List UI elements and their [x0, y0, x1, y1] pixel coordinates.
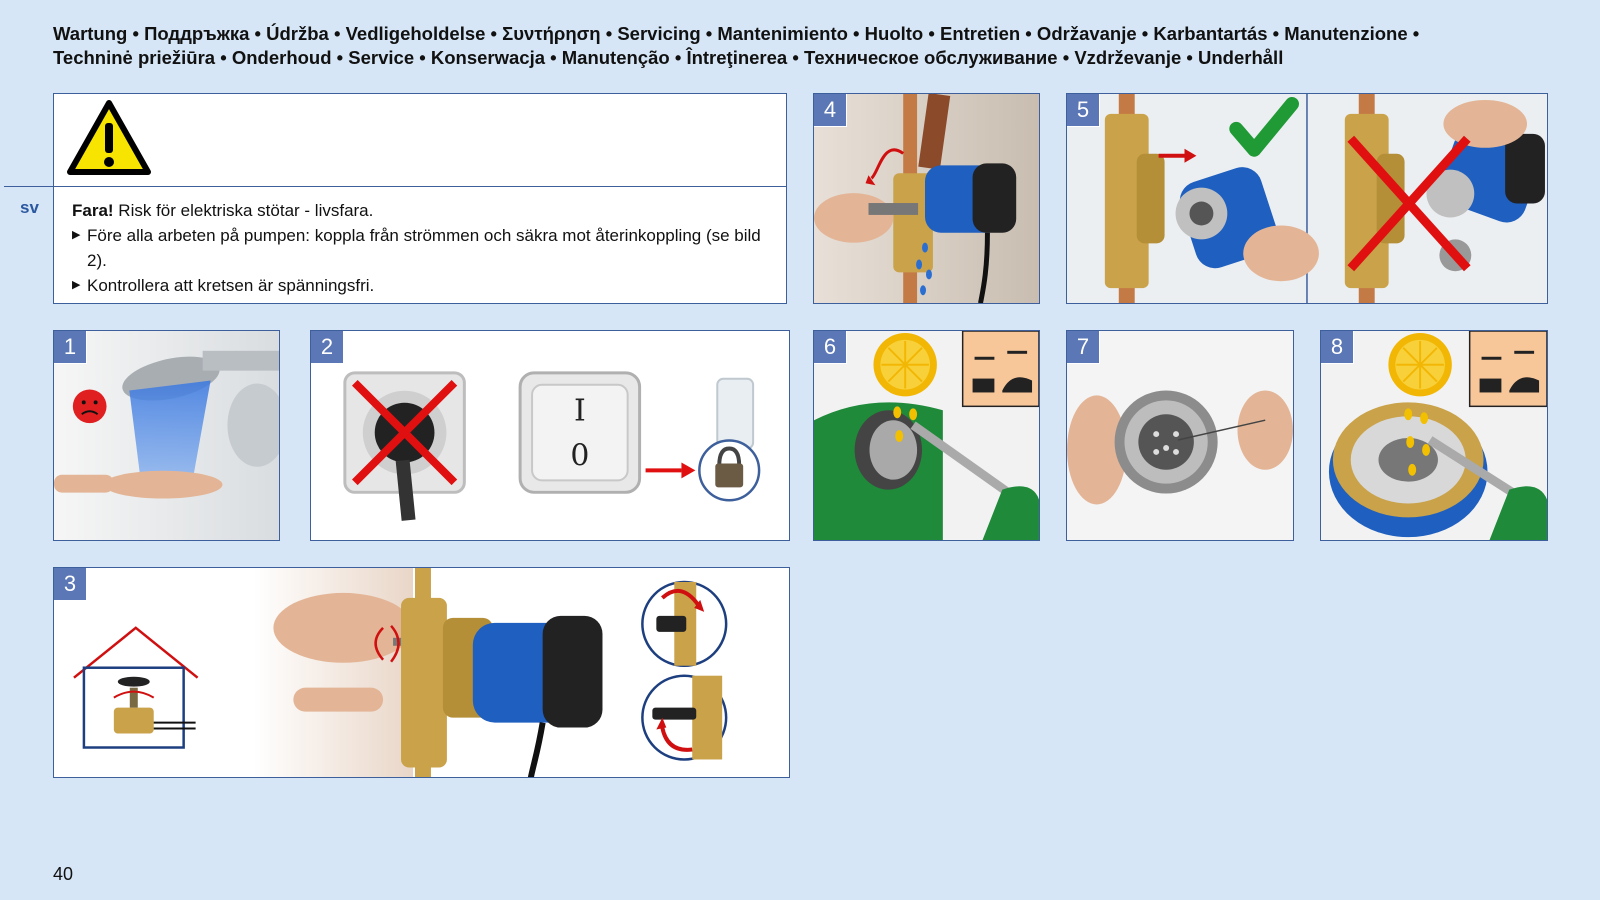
switch-on-label: I [573, 393, 586, 429]
warning-subtitle: Risk för elektriska stötar - livsfara. [113, 201, 374, 220]
page-header [53, 22, 1553, 70]
page-number: 40 [53, 864, 74, 884]
descale-with-acid-illustration [814, 331, 1039, 540]
figure-1-badge: 1 [54, 331, 87, 364]
figure-7-panel [1066, 330, 1294, 541]
close-valves-illustration [54, 568, 789, 778]
clean-rotor-illustration [1067, 331, 1293, 540]
figure-3-badge: 3 [54, 568, 87, 601]
figure-2-badge: 2 [311, 331, 344, 364]
bullet-arrow-icon: ▶ [72, 229, 81, 241]
figure-5-panel [1066, 93, 1548, 304]
figure-6-badge: 6 [814, 331, 847, 364]
figure-5-badge: 5 [1067, 94, 1100, 127]
warning-bullet-1 [72, 223, 772, 273]
warning-box [53, 93, 787, 304]
language-code: sv [20, 198, 39, 217]
cold-shower-illustration [54, 331, 279, 540]
figure-8-panel [1320, 330, 1548, 541]
figure-4-badge: 4 [814, 94, 847, 127]
language-divider [4, 186, 54, 187]
warning-bullet-2-text: Kontrollera att kretsen är spänningsfri. [87, 276, 375, 295]
warning-divider [54, 186, 786, 187]
figure-7-badge: 7 [1067, 331, 1100, 364]
warning-title: Fara! [72, 201, 114, 220]
header-line-1: Wartung • Поддръжка • Údržba • Vedligeholdelse • Συντήρηση • Servicing • Mantenimiento • Huolto • Entretien • Održavanje • Karbantartás • Manutenzione • [53, 23, 1420, 44]
header-line-2: Techninė priežiūra • Onderhoud • Service • Konserwacja • Manutenção • Întreţinerea • Техническое обслуживание • Vzdrževanje • Underhåll [53, 47, 1284, 68]
figure-2-panel [310, 330, 790, 541]
warning-bullet-1-text: Före alla arbeten på pumpen: koppla från strömmen och säkra mot återinkoppling (se bild 2). [87, 226, 761, 270]
warning-text [72, 198, 772, 298]
warning-bullet-2 [72, 273, 772, 298]
figure-1-panel [53, 330, 280, 541]
descale-pump-housing-illustration [1321, 331, 1547, 540]
figure-4-panel [813, 93, 1040, 304]
switch-off-label: 0 [570, 438, 590, 474]
figure-6-panel [813, 330, 1040, 541]
figure-3-panel [53, 567, 790, 778]
figure-8-badge: 8 [1321, 331, 1354, 364]
bullet-arrow-icon: ▶ [72, 279, 81, 291]
pump-head-correct-incorrect-illustration [1067, 94, 1547, 304]
warning-triangle-icon [66, 99, 152, 177]
disconnect-power-illustration [311, 331, 789, 541]
draining-pump-illustration [814, 94, 1039, 303]
